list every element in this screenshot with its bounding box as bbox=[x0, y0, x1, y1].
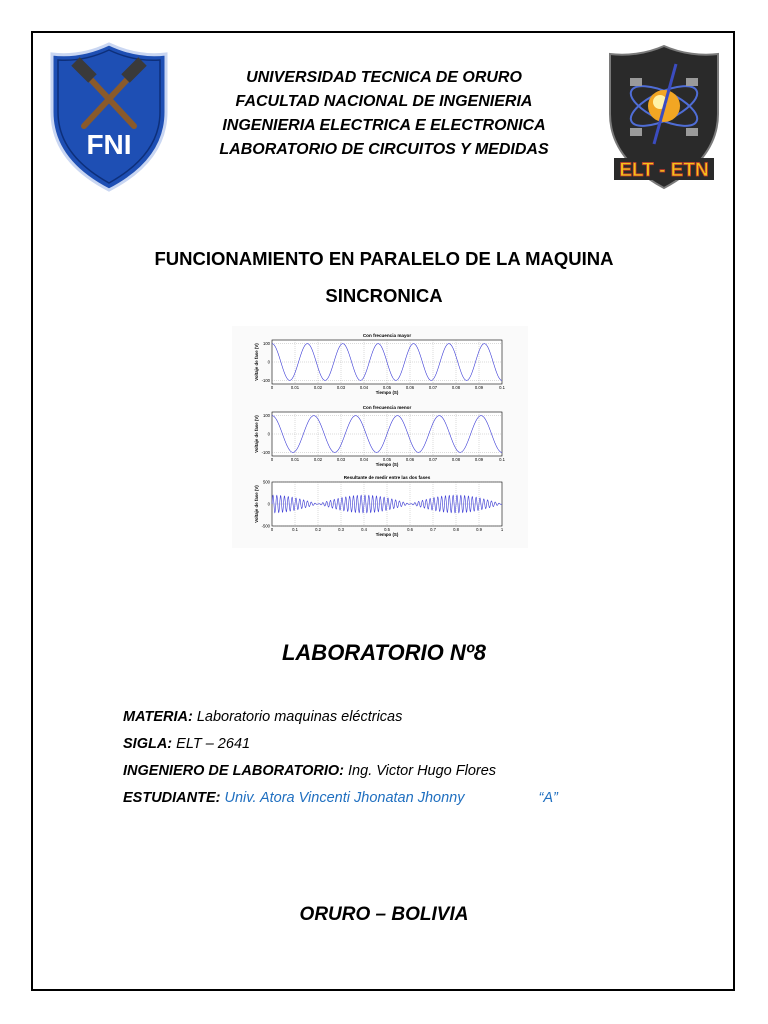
estudiante-label: ESTUDIANTE: bbox=[123, 790, 221, 806]
x-tick-label: 0.05 bbox=[382, 457, 392, 462]
x-tick-label: 0.6 bbox=[407, 527, 413, 532]
x-tick-label: 0.1 bbox=[499, 457, 505, 462]
university-name: UNIVERSIDAD TECNICA DE ORURO bbox=[246, 69, 522, 86]
y-tick-label: 0 bbox=[267, 359, 270, 365]
x-tick-label: 0.8 bbox=[453, 527, 459, 532]
y-axis-label: Voltaje de fase (V) bbox=[254, 415, 259, 453]
x-axis-label: Tiempo (S) bbox=[375, 462, 399, 467]
materia-value: Laboratorio maquinas eléctricas bbox=[196, 709, 403, 725]
x-axis-label: Tiempo (S) bbox=[375, 390, 399, 395]
x-axis-label: Tiempo (S) bbox=[375, 532, 399, 537]
x-tick-label: 0 bbox=[270, 527, 274, 532]
faculty-name: FACULTAD NACIONAL DE INGENIERIA bbox=[235, 93, 533, 110]
location-footer: ORURO – BOLIVIA bbox=[299, 904, 469, 925]
x-tick-label: 0.07 bbox=[428, 385, 438, 390]
x-tick-label: 0.06 bbox=[405, 385, 415, 390]
chart-title: Resultante de medir entre las dos fases bbox=[343, 475, 431, 480]
y-tick-label: 0 bbox=[267, 501, 270, 507]
ingeniero-row bbox=[123, 758, 663, 785]
x-tick-label: 0.02 bbox=[313, 457, 323, 462]
y-tick-label: -500 bbox=[261, 523, 270, 529]
x-tick-label: 0.02 bbox=[313, 385, 323, 390]
ingeniero-label: INGENIERO DE LABORATORIO: bbox=[123, 763, 344, 779]
materia-label: MATERIA: bbox=[123, 709, 193, 725]
grupo-value: “A” bbox=[538, 790, 558, 806]
y-tick-label: -100 bbox=[261, 377, 270, 383]
x-tick-label: 0.07 bbox=[428, 457, 438, 462]
sigla-label: SIGLA: bbox=[123, 736, 173, 752]
institution-header bbox=[150, 66, 618, 162]
title-line-2: SINCRONICA bbox=[325, 285, 443, 306]
x-tick-label: 0.05 bbox=[382, 385, 392, 390]
ingeniero-value: Ing. Victor Hugo Flores bbox=[348, 763, 497, 779]
x-tick-label: 0 bbox=[270, 457, 274, 462]
document-title bbox=[90, 240, 678, 314]
y-axis-label: Voltaje de fase (V) bbox=[254, 485, 259, 523]
waveform-figure bbox=[232, 326, 528, 548]
x-tick-label: 0.9 bbox=[476, 527, 482, 532]
x-tick-label: 0.3 bbox=[338, 527, 344, 532]
x-tick-label: 0.4 bbox=[361, 527, 367, 532]
x-tick-label: 0.04 bbox=[359, 457, 369, 462]
chart-title: Con frecuencia menor bbox=[362, 405, 412, 410]
x-tick-label: 0.04 bbox=[359, 385, 369, 390]
x-tick-label: 1 bbox=[500, 527, 504, 532]
elt-etn-logo bbox=[606, 44, 722, 190]
elt-etn-logo-text: ELT - ETN bbox=[619, 160, 709, 181]
x-tick-label: 0.03 bbox=[336, 385, 346, 390]
y-tick-label: -100 bbox=[261, 449, 270, 455]
sigla-row bbox=[123, 731, 663, 758]
x-tick-label: 0.09 bbox=[474, 385, 484, 390]
info-block bbox=[123, 704, 663, 812]
chart-title: Con frecuencia mayor bbox=[362, 333, 412, 338]
materia-row bbox=[123, 704, 663, 731]
laboratory-name: LABORATORIO DE CIRCUITOS Y MEDIDAS bbox=[219, 141, 549, 158]
x-tick-label: 0.01 bbox=[290, 385, 300, 390]
x-tick-label: 0.01 bbox=[290, 457, 300, 462]
x-tick-label: 0.03 bbox=[336, 457, 346, 462]
y-tick-label: 500 bbox=[263, 479, 270, 485]
title-line-1: FUNCIONAMIENTO EN PARALELO DE LA MAQUINA bbox=[154, 248, 614, 269]
x-tick-label: 0.1 bbox=[292, 527, 298, 532]
department-name: INGENIERIA ELECTRICA E ELECTRONICA bbox=[222, 117, 546, 134]
y-axis-label: Voltaje de fase (V) bbox=[254, 343, 259, 381]
x-tick-label: 0.7 bbox=[430, 527, 436, 532]
y-tick-label: 100 bbox=[263, 341, 270, 347]
x-tick-label: 0.08 bbox=[451, 457, 461, 462]
x-tick-label: 0.06 bbox=[405, 457, 415, 462]
estudiante-row bbox=[123, 785, 663, 812]
x-tick-label: 0.08 bbox=[451, 385, 461, 390]
y-tick-label: 100 bbox=[263, 413, 270, 419]
estudiante-value: Univ. Atora Vincenti Jhonatan Jhonny bbox=[224, 790, 465, 806]
x-tick-label: 0 bbox=[270, 385, 274, 390]
y-tick-label: 0 bbox=[267, 431, 270, 437]
sigla-value: ELT – 2641 bbox=[176, 736, 251, 752]
x-tick-label: 0.09 bbox=[474, 457, 484, 462]
fni-logo-text: FNI bbox=[86, 129, 132, 160]
lab-number: LABORATORIO Nº8 bbox=[281, 640, 486, 665]
x-tick-label: 0.5 bbox=[384, 527, 390, 532]
x-tick-label: 0.2 bbox=[315, 527, 321, 532]
x-tick-label: 0.1 bbox=[499, 385, 505, 390]
